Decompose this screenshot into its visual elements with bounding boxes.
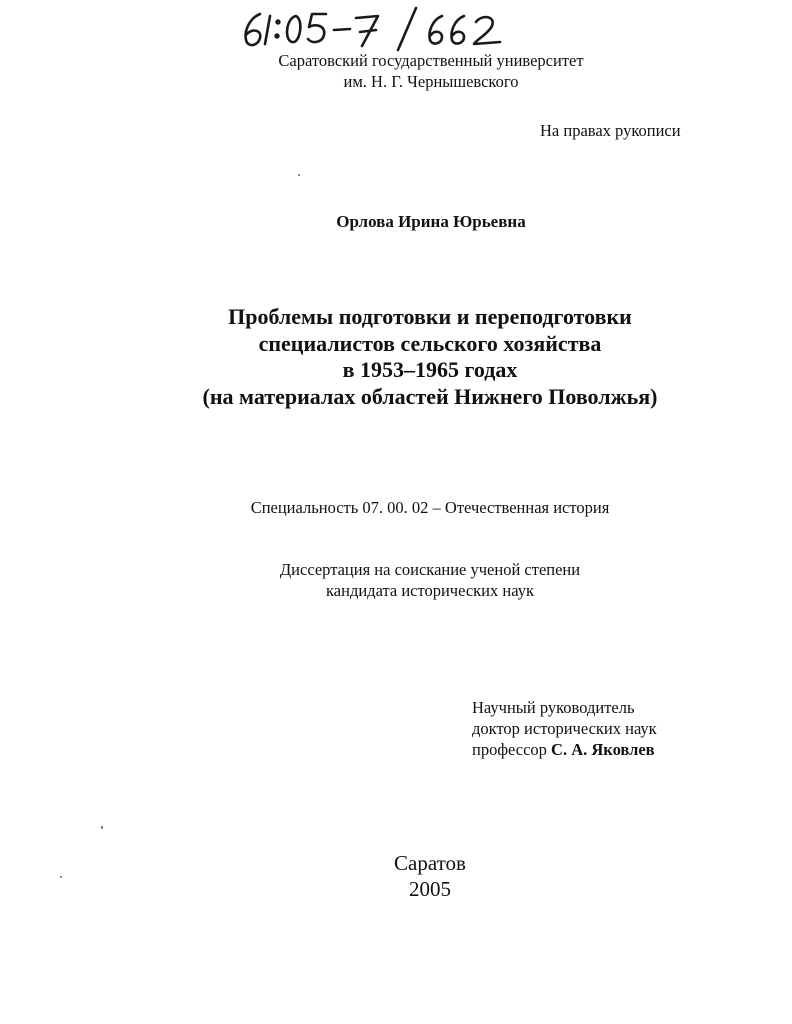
dissertation-line-1: Диссертация на соискание ученой степени	[279, 560, 581, 579]
dissertation-description	[190, 559, 670, 601]
scan-speck	[101, 826, 103, 829]
rights-notice: На правах рукописи	[540, 121, 681, 140]
city-name: Саратов	[394, 851, 466, 875]
thesis-title-line-4: (на материалах областей Нижнего Поволжья)	[202, 383, 658, 409]
university-name: Саратовский государственный университет	[278, 51, 584, 70]
supervisor-degree: доктор исторических наук	[472, 719, 657, 738]
university-named-after: им. Н. Г. Чернышевского	[343, 72, 519, 91]
thesis-title-line-1: Проблемы подготовки и переподготовки	[228, 304, 632, 329]
supervisor-title-prefix: профессор	[472, 740, 547, 759]
handwritten-signature-graphic	[238, 4, 508, 54]
supervisor-name: С. А. Яковлев	[551, 740, 655, 759]
thesis-title-line-3: в 1953–1965 годах	[342, 357, 518, 382]
city-year-block	[330, 850, 530, 902]
author-name: Орлова Ирина Юрьевна	[336, 212, 526, 231]
thesis-title	[150, 304, 710, 410]
scan-speck	[298, 174, 300, 176]
specialty-line: Специальность 07. 00. 02 – Отечественная история	[250, 498, 610, 517]
thesis-title-line-2: специалистов сельского хозяйства	[258, 330, 602, 356]
handwritten-archive-number	[238, 4, 508, 54]
university-header	[200, 50, 662, 92]
publication-year: 2005	[409, 877, 451, 901]
supervisor-role: Научный руководитель	[472, 698, 635, 717]
dissertation-line-2: кандидата исторических наук	[326, 581, 534, 600]
scan-speck	[60, 876, 62, 878]
supervisor-title-line	[472, 739, 772, 760]
supervisor-block	[472, 697, 772, 760]
